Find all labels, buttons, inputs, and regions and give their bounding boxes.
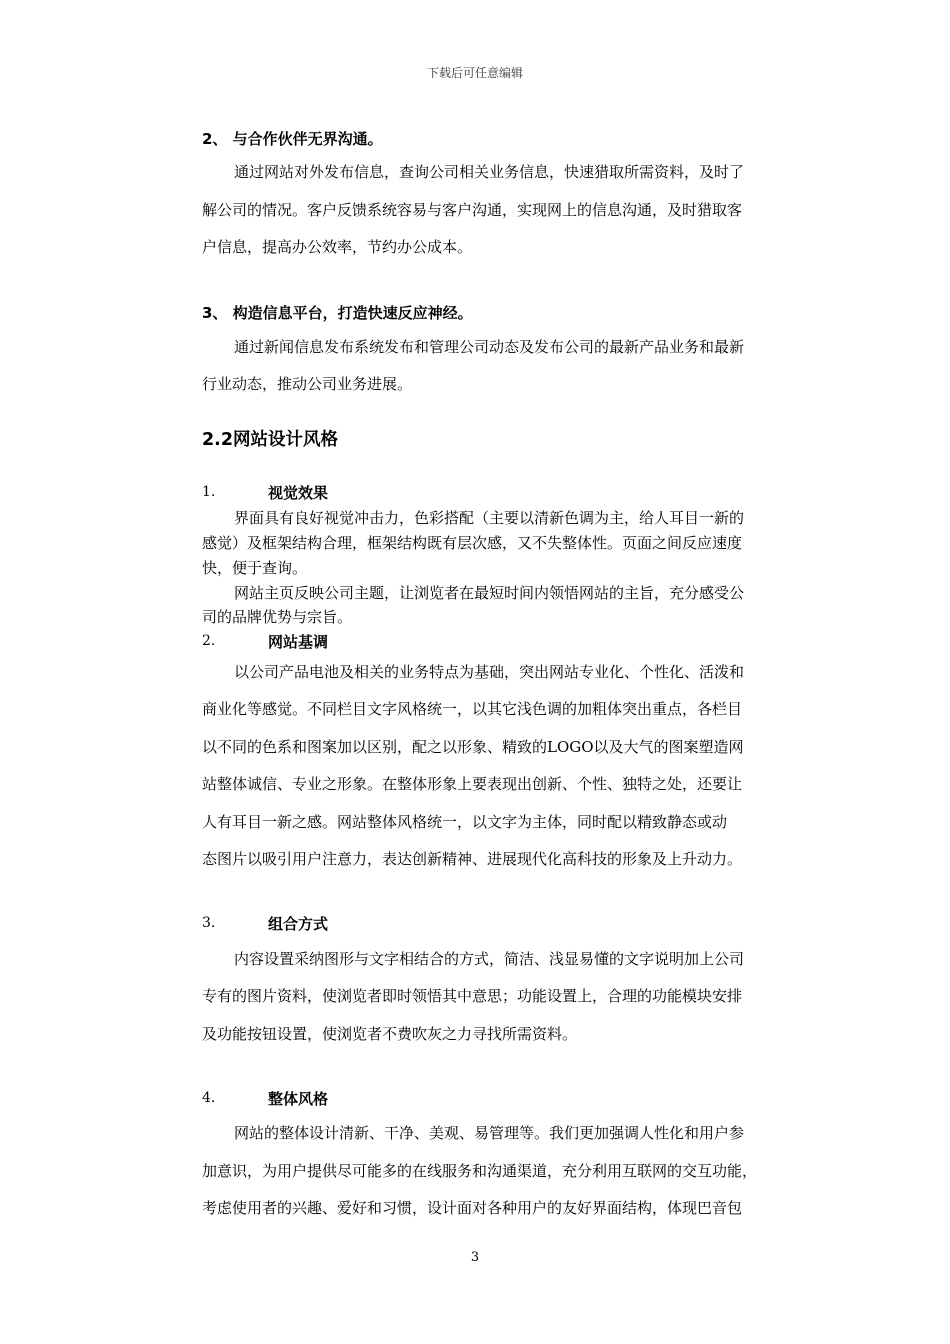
paragraph-line: 人有耳目一新之感。网站整体风格统一，以文字为主体，同时配以精致静态或动 [202,813,728,831]
paragraph-line: 行业动态，推动公司业务进展。 [202,375,413,393]
item-number: 1. [202,484,216,500]
item-number: 3. [202,915,216,931]
paragraph-line: 解公司的情况。客户反馈系统容易与客户沟通，实现网上的信息沟通，及时猎取客 [202,201,743,219]
paragraph-line: 网站主页反映公司主题，让浏览者在最短时间内领悟网站的主旨，充分感受公 [234,584,745,602]
paragraph-line: 通过新闻信息发布系统发布和管理公司动态及发布公司的最新产品业务和最新 [234,338,745,356]
paragraph-line: 感觉）及框架结构合理，框架结构既有层次感，又不失整体性。页面之间反应速度 [202,534,743,552]
paragraph-line: 快，便于查询。 [202,559,308,577]
item-number: 4. [202,1090,216,1106]
page-number: 3 [470,1250,480,1265]
paragraph-line: 专有的图片资料，使浏览者即时领悟其中意思；功能设置上，合理的功能模块安排 [202,987,743,1005]
section-heading-2: 2、 与合作伙伴无界沟通。 [202,130,383,148]
paragraph-line: 司的品牌优势与宗旨。 [202,608,353,626]
item-title: 整体风格 [268,1090,329,1108]
paragraph-line: 以公司产品电池及相关的业务特点为基础，突出网站专业化、个性化、活泼和 [234,663,745,681]
paragraph-line: 考虑使用者的兴趣、爱好和习惯，设计面对各种用户的友好界面结构，体现巴音包 [202,1199,743,1217]
item-title: 视觉效果 [268,484,329,502]
item-title: 组合方式 [268,915,329,933]
paragraph-line: 通过网站对外发布信息，查询公司相关业务信息，快速猎取所需资料，及时了 [234,163,745,181]
paragraph-line: 站整体诚信、专业之形象。在整体形象上要表现出创新、个性、独特之处，还要让 [202,775,743,793]
paragraph-line: 态图片以吸引用户注意力，表达创新精神、进展现代化高科技的形象及上升动力。 [202,850,743,868]
paragraph-line: 以不同的色系和图案加以区别，配之以形象、精致的LOGO以及大气的图案塑造网 [202,738,744,756]
paragraph-line: 户信息，提高办公效率，节约办公成本。 [202,238,473,256]
section-title: 2.2网站设计风格 [202,430,339,450]
paragraph-line: 网站的整体设计清新、干净、美观、易管理等。我们更加强调人性化和用户参 [234,1124,745,1142]
page-header: 下载后可任意编辑 [426,66,523,80]
paragraph-line: 加意识，为用户提供尽可能多的在线服务和沟通渠道，充分利用互联网的交互功能， [202,1162,758,1180]
paragraph-line: 界面具有良好视觉冲击力，色彩搭配（主要以清新色调为主，给人耳目一新的 [234,509,745,527]
paragraph-line: 及功能按钮设置，使浏览者不费吹灰之力寻找所需资料。 [202,1025,578,1043]
item-number: 2. [202,633,216,649]
paragraph-line: 内容设置采纳图形与文字相结合的方式，简洁、浅显易懂的文字说明加上公司 [234,950,745,968]
paragraph-line: 商业化等感觉。不同栏目文字风格统一，以其它浅色调的加粗体突出重点，各栏目 [202,700,743,718]
section-heading-3: 3、 构造信息平台，打造快速反应神经。 [202,304,473,322]
item-title: 网站基调 [268,633,329,651]
